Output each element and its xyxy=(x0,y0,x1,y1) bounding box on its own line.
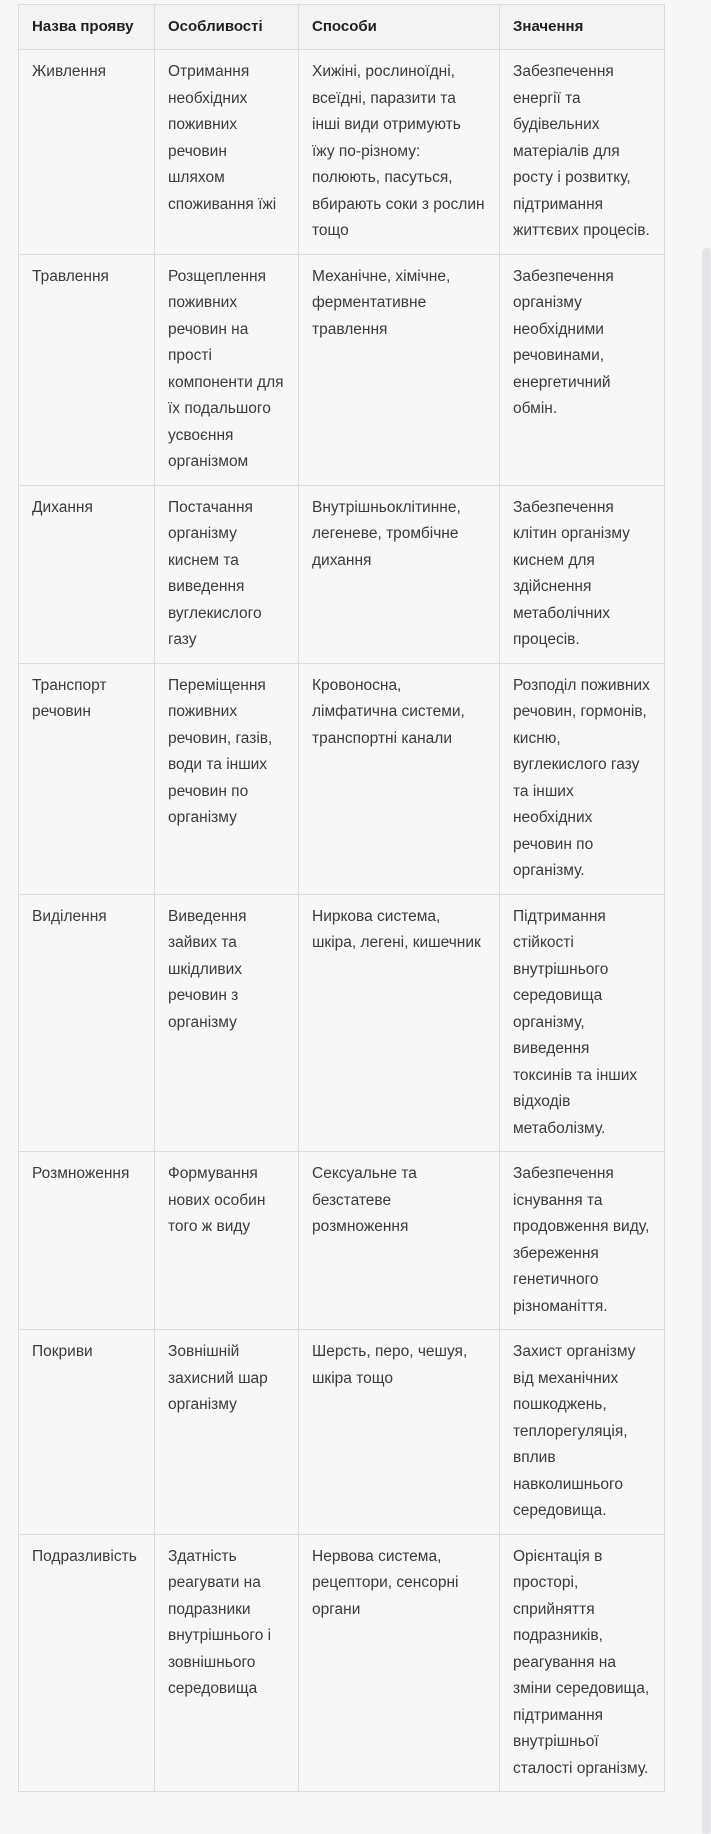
table-row xyxy=(19,663,665,894)
cell-methods: Внутрішньоклітинне, легеневе, тромбічне дихання xyxy=(299,485,500,663)
table-row xyxy=(19,894,665,1152)
cell-methods: Шерсть, перо, чешуя, шкіра тощо xyxy=(299,1330,500,1535)
cell-meaning: Орієнтація в просторі, сприйняття подразників, реагування на зміни середовища, підтримання внутрішньої сталості організму. xyxy=(500,1534,665,1792)
cell-methods: Ниркова система, шкіра, легені, кишечник xyxy=(299,894,500,1152)
cell-methods: Механічне, хімічне, ферментативне травлення xyxy=(299,254,500,485)
cell-name: Покриви xyxy=(19,1330,155,1535)
cell-methods: Хижіні, рослиноїдні, всеїдні, паразити та інші види отримують їжу по-різному: полюють, пасуться, вбирають соки з рослин тощо xyxy=(299,50,500,255)
header-name: Назва прояву xyxy=(19,5,155,50)
cell-meaning: Забезпечення енергії та будівельних матеріалів для росту і розвитку, підтримання життєвих процесів. xyxy=(500,50,665,255)
header-features: Особливості xyxy=(155,5,299,50)
cell-meaning: Розподіл поживних речовин, гормонів, кисню, вуглекислого газу та інших необхідних речовин по організму. xyxy=(500,663,665,894)
cell-features: Здатність реагувати на подразники внутрішнього і зовнішнього середовища xyxy=(155,1534,299,1792)
cell-name: Транспорт речовин xyxy=(19,663,155,894)
table-row xyxy=(19,1152,665,1330)
life-processes-table xyxy=(18,4,665,1792)
cell-features: Формування нових особин того ж виду xyxy=(155,1152,299,1330)
cell-features: Виведення зайвих та шкідливих речовин з організму xyxy=(155,894,299,1152)
scrollbar-thumb[interactable] xyxy=(703,248,710,1834)
table-row xyxy=(19,50,665,255)
table-row xyxy=(19,1534,665,1792)
table-container xyxy=(18,4,664,1792)
cell-meaning: Захист організму від механічних пошкоджень, теплорегуляція, вплив навколишнього середовища. xyxy=(500,1330,665,1535)
cell-methods: Кровоносна, лімфатична системи, транспортні канали xyxy=(299,663,500,894)
cell-methods: Сексуальне та безстатеве розмноження xyxy=(299,1152,500,1330)
cell-meaning: Підтримання стійкості внутрішнього середовища організму, виведення токсинів та інших відходів метаболізму. xyxy=(500,894,665,1152)
cell-name: Подразливість xyxy=(19,1534,155,1792)
cell-meaning: Забезпечення клітин організму киснем для здійснення метаболічних процесів. xyxy=(500,485,665,663)
cell-name: Живлення xyxy=(19,50,155,255)
cell-name: Розмноження xyxy=(19,1152,155,1330)
table-row xyxy=(19,485,665,663)
cell-name: Виділення xyxy=(19,894,155,1152)
cell-name: Травлення xyxy=(19,254,155,485)
cell-methods: Нервова система, рецептори, сенсорні органи xyxy=(299,1534,500,1792)
header-methods: Способи xyxy=(299,5,500,50)
cell-meaning: Забезпечення існування та продовження виду, збереження генетичного різноманіття. xyxy=(500,1152,665,1330)
cell-features: Переміщення поживних речовин, газів, води та інших речовин по організму xyxy=(155,663,299,894)
table-header-row xyxy=(19,5,665,50)
cell-features: Зовнішній захисний шар організму xyxy=(155,1330,299,1535)
table-row xyxy=(19,254,665,485)
cell-name: Дихання xyxy=(19,485,155,663)
cell-features: Постачання організму киснем та виведення вуглекислого газу xyxy=(155,485,299,663)
cell-features: Отримання необхідних поживних речовин шляхом споживання їжі xyxy=(155,50,299,255)
table-row xyxy=(19,1330,665,1535)
header-meaning: Значення xyxy=(500,5,665,50)
cell-features: Розщеплення поживних речовин на прості компоненти для їх подальшого усвоєння організмом xyxy=(155,254,299,485)
cell-meaning: Забезпечення організму необхідними речовинами, енергетичний обмін. xyxy=(500,254,665,485)
